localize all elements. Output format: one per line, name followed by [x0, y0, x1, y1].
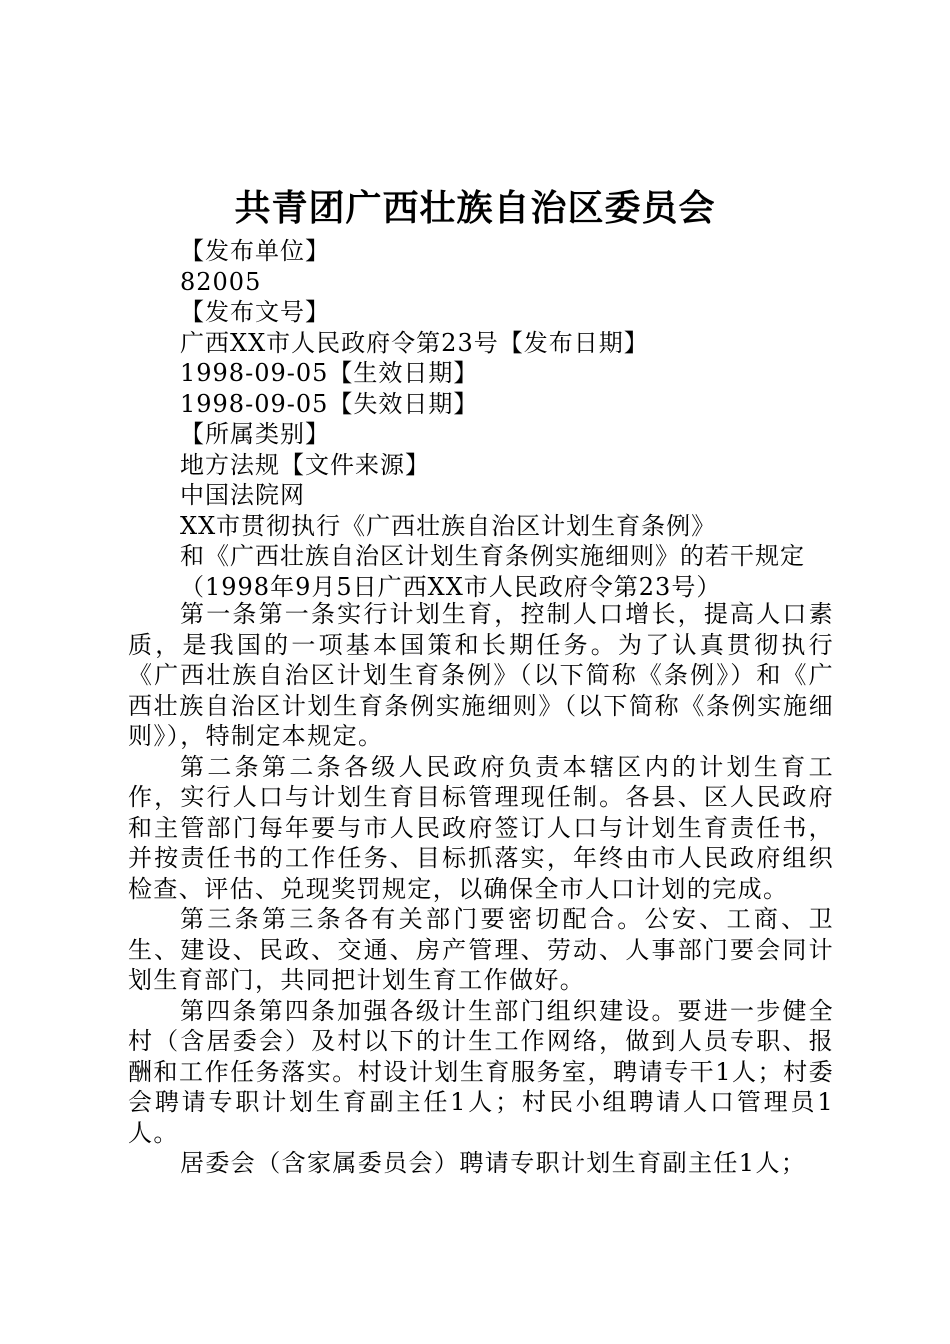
document-title: 共青团广西壮族自治区委员会 — [234, 187, 716, 229]
document-body — [128, 599, 834, 1179]
article-paragraph: 居委会（含家属委员会）聘请专职计划生育副主任1人； — [180, 1149, 807, 1177]
meta-line: 1998-09-05【失效日期】 — [180, 389, 479, 418]
meta-line: 【发布文号】 — [180, 298, 330, 326]
meta-line: 中国法院网 — [180, 481, 305, 509]
meta-line: 【所属类别】 — [180, 420, 330, 448]
article-paragraph: 第四条第四条加强各级计生部门组织建设。要进一步健全村（含居委会）及村以下的计生工作网络，做到人员专职、报酬和工作任务落实。村设计划生育服务室，聘请专干1人；村委会聘请专职计划生育副主任1人；村民小组聘请人口管理员1人。 — [128, 996, 834, 1147]
meta-line: 和《广西壮族自治区计划生育条例实施细则》的若干规定 — [180, 542, 805, 570]
meta-line: 82005 — [180, 267, 262, 296]
meta-line: 地方法规【文件来源】 — [180, 450, 430, 479]
meta-line: 【发布单位】 — [180, 237, 330, 265]
meta-line: （1998年9月5日广西XX市人民政府令第23号） — [180, 572, 722, 601]
article-paragraph: 第三条第三条各有关部门要密切配合。公安、工商、卫生、建设、民政、交通、房产管理、劳动、人事部门要会同计划生育部门，共同把计划生育工作做好。 — [128, 905, 834, 994]
meta-line: 广西XX市人民政府令第23号【发布日期】 — [180, 328, 649, 357]
meta-line: XX市贯彻执行《广西壮族自治区计划生育条例》 — [180, 511, 717, 540]
article-paragraph: 第一条第一条实行计划生育，控制人口增长，提高人口素质，是我国的一项基本国策和长期任务。为了认真贯彻执行《广西壮族自治区计划生育条例》（以下简称《条例》）和《广西壮族自治区计划生育条例实施细则》（以下简称《条例实施细则》），特制定本规定。 — [128, 600, 834, 750]
document-meta — [180, 236, 860, 602]
meta-line: 1998-09-05【生效日期】 — [180, 359, 479, 387]
article-paragraph: 第二条第二条各级人民政府负责本辖区内的计划生育工作，实行人口与计划生育目标管理现任制。各县、区人民政府和主管部门每年要与市人民政府签订人口与计划生育责任书，并按责任书的工作任务、目标抓落实，年终由市人民政府组织检查、评估、兑现奖罚规定，以确保全市人口计划的完成。 — [128, 752, 834, 903]
